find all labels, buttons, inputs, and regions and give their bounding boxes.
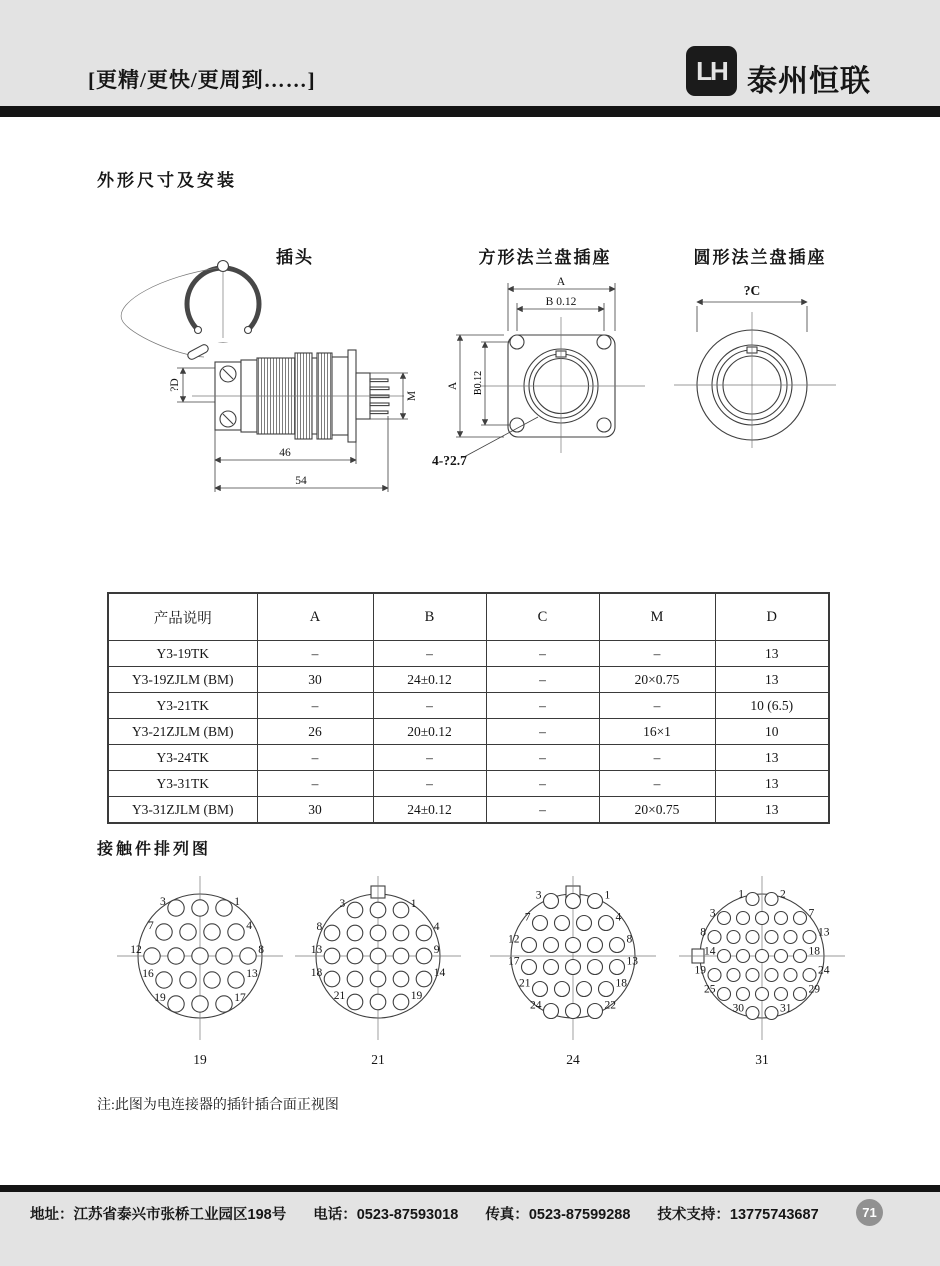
table-row	[108, 719, 829, 745]
note-text: 注:此图为电连接器的插针插合面正视图	[97, 1098, 339, 1113]
table-cell: –	[373, 745, 486, 771]
pin-number-label: 13	[818, 926, 830, 939]
contact-pin	[216, 948, 232, 964]
contact-pin	[708, 931, 721, 944]
table-cell: 13	[715, 797, 829, 824]
plug-drawing	[92, 258, 427, 513]
contact-pin	[737, 912, 750, 925]
plug-drawing-label: 插头	[276, 248, 314, 267]
contact-pin	[737, 988, 750, 1001]
table-row	[108, 641, 829, 667]
table-cell: 13	[715, 771, 829, 797]
contact-diagram-24	[488, 868, 658, 1068]
section-title-dimensions: 外形尺寸及安装	[97, 171, 237, 190]
contact-pin	[370, 971, 386, 987]
footer-divider	[0, 1185, 940, 1192]
pin-number-label: 1	[410, 898, 417, 911]
contact-pin	[204, 924, 220, 940]
pin-number-label: 4	[615, 911, 622, 924]
contact-pin	[168, 996, 184, 1012]
table-cell: 10 (6.5)	[715, 693, 829, 719]
contact-diagram-21	[293, 868, 463, 1068]
square-dim-b-left-label: B0.12	[473, 370, 484, 396]
pin-number-label: 3	[535, 889, 542, 902]
contact-pin	[347, 994, 363, 1010]
table-cell: –	[599, 771, 715, 797]
pin-number-label: 9	[433, 944, 440, 957]
footer-fax: 传真：0523-87599288	[485, 1207, 631, 1223]
pin-number-label: 1	[234, 895, 240, 908]
contact-pin	[718, 912, 731, 925]
contact-pin	[610, 938, 625, 953]
contact-pin	[566, 960, 581, 975]
contact-pin	[522, 938, 537, 953]
column-header: B	[373, 593, 486, 641]
contact-pin	[393, 994, 409, 1010]
page-footer	[0, 1192, 940, 1266]
pin-number-label: 29	[808, 983, 820, 996]
table-cell: 20±0.12	[373, 719, 486, 745]
contact-pin	[794, 950, 807, 963]
contact-pin	[544, 960, 559, 975]
pin-number-label: 12	[508, 933, 520, 946]
pin-number-label: 13	[310, 944, 323, 957]
contact-pin	[775, 988, 788, 1001]
contact-pin	[180, 972, 196, 988]
contact-pin	[192, 900, 208, 916]
footer-support: 技术支持：13775743687	[657, 1207, 819, 1223]
product-name-cell: Y3-19TK	[108, 641, 257, 667]
contact-pin	[324, 971, 340, 987]
pin-number-label: 19	[410, 990, 423, 1003]
company-name: 泰州恒联	[747, 65, 871, 98]
pin-number-label: 16	[142, 967, 154, 980]
pin-number-label: 18	[808, 945, 820, 958]
page-header	[0, 0, 940, 106]
contact-pin	[393, 902, 409, 918]
product-name-cell: Y3-31TK	[108, 771, 257, 797]
table-row	[108, 745, 829, 771]
column-header: M	[599, 593, 715, 641]
table-cell: 13	[715, 667, 829, 693]
contact-pin	[347, 971, 363, 987]
pin-number-label: 19	[694, 964, 706, 977]
contact-pin	[216, 996, 232, 1012]
pin-number-label: 14	[704, 945, 716, 958]
square-callout-label: 4-?2.7	[432, 453, 467, 468]
contact-pin	[765, 1007, 778, 1020]
contact-pin	[803, 969, 816, 982]
contact-pin	[588, 1004, 603, 1019]
contact-pin	[216, 900, 232, 916]
contact-pin	[718, 988, 731, 1001]
square-dim-a-left-label: A	[447, 381, 459, 391]
table-cell: 20×0.75	[599, 667, 715, 693]
contact-pin	[370, 994, 386, 1010]
contact-pin	[794, 912, 807, 925]
contact-pin	[566, 894, 581, 909]
contact-pin	[599, 916, 614, 931]
contact-diagram-19	[115, 868, 285, 1068]
table-cell: –	[257, 745, 373, 771]
table-cell: –	[486, 745, 599, 771]
pin-number-label: 13	[246, 967, 258, 980]
column-header: C	[486, 593, 599, 641]
contact-pin	[555, 916, 570, 931]
pin-number-label: 13	[626, 955, 638, 968]
pin-number-label: 8	[626, 933, 633, 946]
pin-number-label: 3	[709, 907, 716, 920]
pin-number-label: 8	[258, 943, 264, 956]
contact-pin	[180, 924, 196, 940]
table-row	[108, 771, 829, 797]
contact-pin	[370, 948, 386, 964]
table-cell: –	[486, 641, 599, 667]
pin-number-label: 7	[808, 907, 815, 920]
table-cell: 16×1	[599, 719, 715, 745]
contact-pin	[775, 912, 788, 925]
plug-dim-46-label: 46	[279, 447, 291, 459]
round-flange-drawing	[670, 270, 840, 455]
contact-pin	[156, 924, 172, 940]
contact-pin	[765, 969, 778, 982]
contact-pin	[803, 931, 816, 944]
contact-pin	[566, 938, 581, 953]
contact-pin	[746, 893, 759, 906]
table-cell: –	[257, 771, 373, 797]
contact-pin	[756, 950, 769, 963]
pin-number-label: 21	[333, 990, 346, 1003]
spec-table	[107, 592, 830, 824]
contact-pin	[393, 948, 409, 964]
contact-pin	[416, 948, 432, 964]
pin-number-label: 1	[604, 889, 611, 902]
contact-pin	[544, 894, 559, 909]
table-row	[108, 797, 829, 824]
diagram-caption: 21	[371, 1052, 385, 1067]
pin-number-label: 4	[246, 919, 252, 932]
contact-pin	[756, 988, 769, 1001]
table-cell: –	[599, 641, 715, 667]
pin-number-label: 2	[780, 888, 786, 901]
header-divider	[0, 106, 940, 117]
contact-pin	[144, 948, 160, 964]
contact-pin	[168, 900, 184, 916]
product-name-cell: Y3-21ZJLM (BM)	[108, 719, 257, 745]
contact-pin	[240, 948, 256, 964]
contact-pin	[577, 916, 592, 931]
company-logo-icon: LH	[686, 46, 737, 96]
column-header: 产品说明	[108, 593, 257, 641]
contact-pin	[370, 925, 386, 941]
table-cell: –	[486, 719, 599, 745]
pin-number-label: 18	[615, 977, 627, 990]
table-cell: 30	[257, 667, 373, 693]
contact-pin	[577, 982, 592, 997]
contact-pin	[370, 902, 386, 918]
contact-pin	[794, 988, 807, 1001]
pin-number-label: 22	[604, 999, 616, 1012]
table-cell: –	[373, 771, 486, 797]
header-slogan: [更精/更快/更周到……]	[88, 68, 316, 92]
footer-phone: 电话：0523-87593018	[313, 1207, 459, 1223]
pin-number-label: 18	[310, 967, 323, 980]
contact-pin	[533, 982, 548, 997]
contact-pin	[746, 931, 759, 944]
pin-number-label: 31	[780, 1002, 792, 1015]
contact-pin	[228, 924, 244, 940]
table-cell: 20×0.75	[599, 797, 715, 824]
contact-pin	[168, 948, 184, 964]
pin-number-label: 3	[160, 895, 166, 908]
contact-pin	[393, 925, 409, 941]
contact-pin	[784, 969, 797, 982]
table-row	[108, 693, 829, 719]
table-cell: –	[486, 771, 599, 797]
contact-pin	[599, 982, 614, 997]
contact-pin	[324, 925, 340, 941]
table-cell: 24±0.12	[373, 797, 486, 824]
contact-pin	[784, 931, 797, 944]
table-cell: –	[373, 693, 486, 719]
product-name-cell: Y3-19ZJLM (BM)	[108, 667, 257, 693]
plug-dim-54-label: 54	[295, 475, 307, 487]
plug-dim-d-label: ?D	[169, 378, 181, 392]
contact-pin	[588, 894, 603, 909]
contact-pin	[347, 925, 363, 941]
round-flange-drawing-label: 圆形法兰盘插座	[693, 248, 827, 267]
table-cell: –	[486, 797, 599, 824]
product-name-cell: Y3-31ZJLM (BM)	[108, 797, 257, 824]
pin-number-label: 8	[316, 921, 323, 934]
contact-pin	[610, 960, 625, 975]
contact-pin	[737, 950, 750, 963]
diagram-caption: 24	[566, 1052, 580, 1067]
contact-pin	[765, 893, 778, 906]
contact-pin	[765, 931, 778, 944]
square-dim-b-top-label: B 0.12	[545, 296, 577, 308]
contact-pin	[522, 960, 537, 975]
contact-pin	[566, 1004, 581, 1019]
square-dim-a-top-label: A	[556, 276, 566, 288]
contact-pin	[393, 971, 409, 987]
section-title-contacts: 接触件排列图	[97, 841, 212, 858]
contact-pin	[544, 938, 559, 953]
contact-pin	[204, 972, 220, 988]
contact-pin	[156, 972, 172, 988]
pin-number-label: 7	[524, 911, 531, 924]
contact-pin	[347, 902, 363, 918]
contact-pin	[192, 948, 208, 964]
contact-pin	[746, 1007, 759, 1020]
contact-pin	[416, 971, 432, 987]
contact-pin	[708, 969, 721, 982]
table-row	[108, 667, 829, 693]
table-header-row	[108, 593, 829, 641]
table-cell: 13	[715, 745, 829, 771]
contact-pin	[347, 948, 363, 964]
round-dim-c-label: ?C	[743, 283, 761, 298]
contact-pin	[544, 1004, 559, 1019]
contact-pin	[192, 996, 208, 1012]
plug-dim-m-label: M	[406, 390, 418, 402]
pin-number-label: 4	[433, 921, 440, 934]
table-cell: 13	[715, 641, 829, 667]
table-cell: –	[257, 693, 373, 719]
contact-pin	[588, 960, 603, 975]
table-cell: –	[257, 641, 373, 667]
contact-pin	[727, 969, 740, 982]
pin-number-label: 3	[339, 898, 346, 911]
product-name-cell: Y3-21TK	[108, 693, 257, 719]
contact-pin	[555, 982, 570, 997]
contact-diagram-31	[677, 868, 847, 1068]
pin-number-label: 8	[700, 926, 706, 939]
table-cell: 26	[257, 719, 373, 745]
pin-number-label: 25	[704, 983, 716, 996]
pin-number-label: 24	[818, 964, 830, 977]
table-cell: –	[486, 667, 599, 693]
contact-pin	[588, 938, 603, 953]
square-flange-drawing	[430, 273, 665, 478]
contact-pin	[756, 912, 769, 925]
contact-pin	[746, 969, 759, 982]
pin-number-label: 7	[148, 919, 154, 932]
product-name-cell: Y3-24TK	[108, 745, 257, 771]
contact-pin	[324, 948, 340, 964]
table-cell: 30	[257, 797, 373, 824]
contact-pin	[718, 950, 731, 963]
contact-pin	[533, 916, 548, 931]
diagram-caption: 31	[755, 1052, 769, 1067]
pin-number-label: 14	[433, 967, 446, 980]
pin-number-label: 19	[154, 991, 166, 1004]
contact-pin	[727, 931, 740, 944]
column-header: D	[715, 593, 829, 641]
column-header: A	[257, 593, 373, 641]
pin-number-label: 17	[234, 991, 246, 1004]
pin-number-label: 24	[530, 999, 542, 1012]
table-cell: –	[599, 693, 715, 719]
table-cell: 10	[715, 719, 829, 745]
contact-pin	[775, 950, 788, 963]
contact-pin	[416, 925, 432, 941]
table-cell: –	[599, 745, 715, 771]
pin-number-label: 12	[130, 943, 142, 956]
table-cell: 24±0.12	[373, 667, 486, 693]
pin-number-label: 21	[519, 977, 531, 990]
diagram-caption: 19	[193, 1052, 207, 1067]
table-cell: –	[486, 693, 599, 719]
pin-number-label: 17	[508, 955, 520, 968]
footer-address: 地址：江苏省泰兴市张桥工业园区198号	[30, 1207, 287, 1223]
table-cell: –	[373, 641, 486, 667]
square-flange-drawing-label: 方形法兰盘插座	[478, 248, 612, 267]
contact-pin	[228, 972, 244, 988]
pin-number-label: 30	[732, 1002, 744, 1015]
pin-number-label: 1	[738, 888, 744, 901]
page-number-badge: 71	[856, 1199, 883, 1226]
